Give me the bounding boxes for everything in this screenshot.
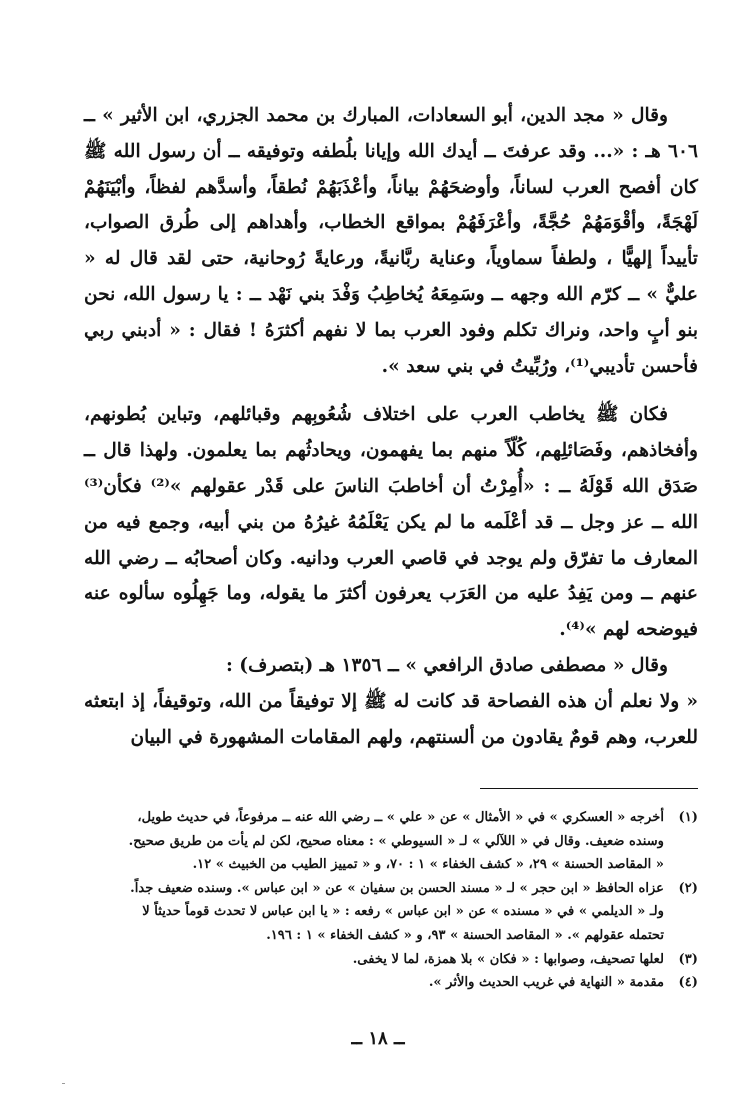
text-line: إلى طُرق الصواب، تأييداً إلهيًّا ، ولطفاً سماوياً، وعناية ربَّانيةً، ورعايةً رُوحانية، حتى: [84, 212, 698, 270]
footnote: [68, 948, 698, 972]
text-line: « ولا نعلم أن هذه الفصاحة قد كانت له ﷺ إلا توفيقاً من الله، وتوقيفاً، إذ: [131, 690, 698, 712]
text-line: وجمع فيه من المعارف ما تفرّق ولم يوجد في قاصي العرب ودانيه. وكان: [84, 511, 698, 569]
scan-speck: [62, 1083, 65, 1084]
footnote-line: لعلها تصحيف، وصوابها : « فكان » بلا همزة، لما لا يخفى.: [352, 951, 664, 967]
footnote-number: (١): [678, 810, 698, 825]
footnote: [68, 877, 698, 948]
footnote-number: (٤): [678, 975, 698, 991]
paragraph-ibn-al-athir: [84, 98, 698, 384]
footnote-number: (٢): [678, 880, 698, 896]
text-line: أصحابُه ــ رضي الله عنهم ــ ومن يَفِدُ عليه من العَرَب يعرفون أكثرَ ما يقوله،: [84, 547, 698, 605]
text-line: لقد قال له « عليٌّ » ــ كرّم الله وجهه ــ وسَمِعَهُ يُخاطِبُ وَفْدَ بني: [84, 248, 699, 305]
footnote: [68, 806, 698, 877]
footnote-line: تحتمله عقولهم ». « المقاصد الحسنة » ٩٣، و « كشف الخفاء » ١ : ١٩٦.: [266, 927, 664, 943]
footnote-line: مقدمة « النهاية في غريب الحديث والأثر ».: [428, 975, 664, 991]
text-line: فكأن⁽³⁾ الله ــ عز وجل ــ قد أعْلَمه ما لم يكن يَعْلَمُهُ غيرُهُ من بني أبيه،: [84, 475, 698, 533]
text-line: وأفخاذهم، وفَصَائلِهم، كُلّاً منهم بما يفهمون، ويحادثُهم بما يعلمون. ولهذا قال: [103, 440, 699, 462]
paragraph-al-rafii-intro: [84, 648, 698, 684]
text-line: وأسدَّهم لفظاً، وأبْيَنَهُمْ لَهْجَةً، وأقْوَمَهُمْ حُجَّةً، وأعْرَفَهُمْ بمواقع الخطاب، وأهداهم: [84, 176, 698, 234]
text-line: وما جَهِلُوه سألوه عنه فيوضحه لهم »⁽⁴⁾.: [84, 583, 698, 641]
text-line: ــ صَدَق الله قَوْلَهُ ــ : «أُمِرْتُ أن أخاطبَ الناسَ على قَدْر عقولهم »⁽²⁾: [84, 440, 698, 497]
text-line: رسول الله ﷺ كان أفصح العرب لساناً، وأوضحَهُمْ بياناً، وأعْذَبَهُمْ نُطقاً،: [84, 140, 698, 198]
footnote-line: ولـ « الديلمي » في « مسنده » عن « ابن عباس » رفعه : « يا ابن عباس لا تحدث قوماً حديثاً لا: [142, 904, 664, 920]
footnote: [68, 971, 698, 995]
text-line: ــ ٦٠٦ هـ : «... وقد عرفتَ ــ أيدك الله وإيانا بلُطفه وتوفيقه ــ أن: [84, 105, 698, 162]
footnote-separator: [480, 788, 698, 789]
page-number: ــ ١٨ ــ: [351, 1028, 405, 1049]
footnote-line: أخرجه « العسكري » في « الأمثال » عن « علي » ــ رضي الله عنه ــ مرفوعاً، في حديث طويل،: [137, 810, 664, 825]
text-line: فكان ﷺ يخاطب العرب على اختلاف شُعُوبِهم وقبائلهم، وتباين بُطونهم،: [84, 404, 668, 426]
main-text: [84, 98, 698, 755]
text-line: نَهْد ــ : يا رسول الله، نحن بنو أبٍ واحد، ونراك تكلم وفود العرب بما لا نفهم: [84, 283, 698, 341]
text-line: وقال « مجد الدين، أبو السعادات، المبارك بن محمد الجزري، ابن الأثير »: [102, 105, 668, 126]
footnote-line: عزاه الحافظ « ابن حجر » لـ « مسند الحسن بن سفيان » عن « ابن عباس ». وسنده ضعيف جداً.: [130, 880, 664, 896]
footnote-line: وسنده ضعيف. وقال في « اللآلي » لـ « السيوطي » : معناه صحيح، لكن لم يأت من طريق صحيح.: [128, 833, 664, 849]
footnotes: [68, 806, 698, 995]
text-line: ابتعثه للعرب، وهم قومٌ يقادون من ألسنتهم، ولهم المقامات المشهورة في البيان: [84, 690, 698, 748]
text-line: وقال « مصطفى صادق الرافعي » ــ ١٣٥٦ هـ (بتصرف) :: [225, 654, 668, 676]
paragraph-al-rafii-quote: [84, 684, 698, 756]
footnote-number: (٣): [678, 951, 698, 967]
footnote-line: « المقاصد الحسنة » ٢٩، « كشف الخفاء » ١ : ٧٠، و « تمييز الطيب من الخبيث » ١٢.: [192, 857, 664, 873]
paragraph-prophet-speech: [84, 397, 698, 648]
text-line: أكثرَهُ ! فقال : « أدبني ربي فأحسن تأديبي⁽¹⁾، ورُبِّيتُ في بني سعد ».: [84, 319, 698, 377]
